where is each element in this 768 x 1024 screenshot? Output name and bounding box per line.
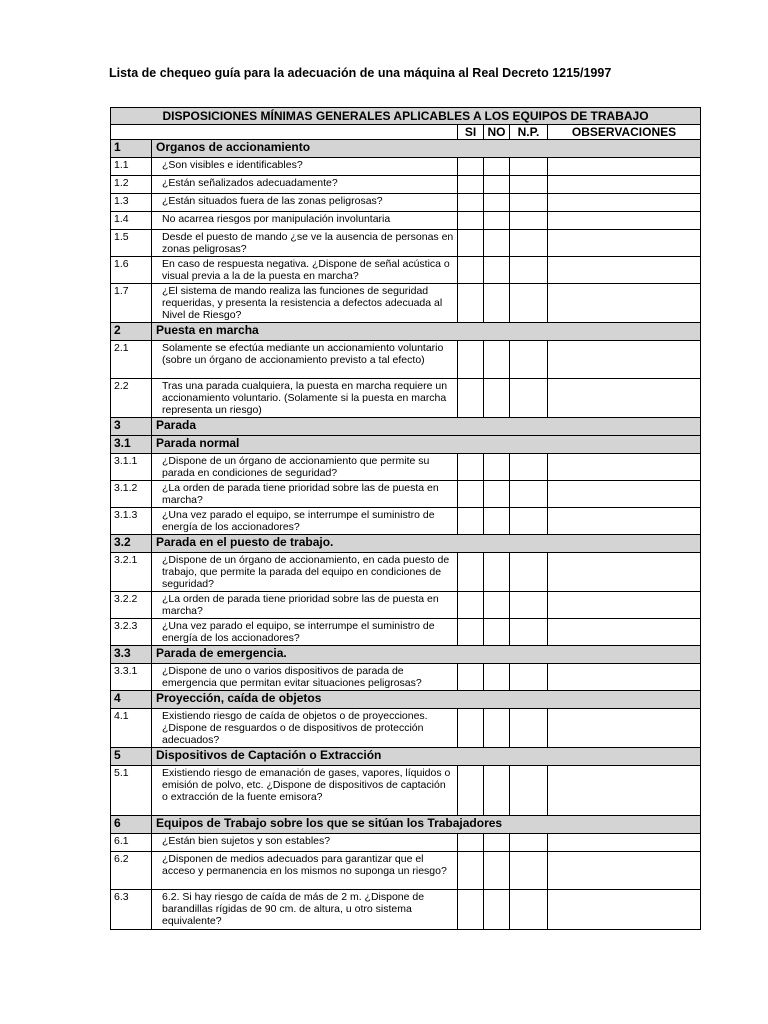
no-cell[interactable] (484, 176, 510, 194)
si-cell[interactable] (458, 341, 484, 379)
section-row (111, 748, 701, 766)
np-cell[interactable] (510, 890, 548, 930)
section-number: 5 (111, 748, 152, 766)
si-cell[interactable] (458, 592, 484, 619)
observaciones-cell[interactable] (548, 284, 701, 323)
si-cell[interactable] (458, 834, 484, 852)
checklist-item-row (111, 158, 701, 176)
checklist-item-row (111, 454, 701, 481)
si-cell[interactable] (458, 212, 484, 230)
section-row (111, 436, 701, 454)
si-cell[interactable] (458, 230, 484, 257)
item-question: No acarrea riesgos por manipulación involuntaria (152, 212, 458, 230)
no-cell[interactable] (484, 341, 510, 379)
section-row (111, 691, 701, 709)
checklist-item-row (111, 709, 701, 748)
item-question: Desde el puesto de mando ¿se ve la ausencia de personas en zonas peligrosas? (152, 230, 458, 257)
observaciones-cell[interactable] (548, 890, 701, 930)
observaciones-cell[interactable] (548, 212, 701, 230)
checklist-item-row (111, 284, 701, 323)
observaciones-cell[interactable] (548, 194, 701, 212)
document-title: Lista de chequeo guía para la adecuación de una máquina al Real Decreto 1215/1997 (109, 66, 612, 80)
item-number: 3.1.2 (111, 481, 152, 508)
column-header-np: N.P. (510, 125, 548, 140)
section-title: Puesta en marcha (152, 323, 701, 341)
no-cell[interactable] (484, 230, 510, 257)
checklist-item-row (111, 379, 701, 418)
item-question: Existiendo riesgo de emanación de gases, vapores, líquidos o emisión de polvo, etc. ¿Dispone de dispositivos de captación o extracción de la fuente emisora? (152, 766, 458, 816)
item-number: 5.1 (111, 766, 152, 816)
no-cell[interactable] (484, 284, 510, 323)
item-number: 3.2.3 (111, 619, 152, 646)
item-question: Solamente se efectúa mediante un accionamiento voluntario (sobre un órgano de accionamiento previsto a tal efecto) (152, 341, 458, 379)
section-row (111, 418, 701, 436)
observaciones-cell[interactable] (548, 176, 701, 194)
item-question: 6.2. Si hay riesgo de caída de más de 2 m. ¿Dispone de barandillas rígidas de 90 cm. de altura, u otro sistema equivalente? (152, 890, 458, 930)
item-question: ¿Están bien sujetos y son estables? (152, 834, 458, 852)
observaciones-cell[interactable] (548, 230, 701, 257)
no-cell[interactable] (484, 852, 510, 890)
observaciones-cell[interactable] (548, 341, 701, 379)
item-question: ¿Una vez parado el equipo, se interrumpe el suministro de energía de los accionadores? (152, 619, 458, 646)
si-cell[interactable] (458, 194, 484, 212)
checklist-item-row (111, 852, 701, 890)
no-cell[interactable] (484, 619, 510, 646)
no-cell[interactable] (484, 481, 510, 508)
item-question: ¿Dispone de uno o varios dispositivos de parada de emergencia que permitan evitar situaciones peligrosas? (152, 664, 458, 691)
section-row (111, 646, 701, 664)
observaciones-cell[interactable] (548, 379, 701, 418)
section-number: 3.3 (111, 646, 152, 664)
no-cell[interactable] (484, 553, 510, 592)
np-cell[interactable] (510, 284, 548, 323)
np-cell[interactable] (510, 194, 548, 212)
observaciones-cell[interactable] (548, 553, 701, 592)
np-cell[interactable] (510, 481, 548, 508)
no-cell[interactable] (484, 508, 510, 535)
si-cell[interactable] (458, 553, 484, 592)
si-cell[interactable] (458, 508, 484, 535)
section-number: 4 (111, 691, 152, 709)
observaciones-cell[interactable] (548, 158, 701, 176)
item-number: 2.1 (111, 341, 152, 379)
observaciones-cell[interactable] (548, 619, 701, 646)
np-cell[interactable] (510, 553, 548, 592)
si-cell[interactable] (458, 257, 484, 284)
item-number: 6.3 (111, 890, 152, 930)
np-cell[interactable] (510, 341, 548, 379)
si-cell[interactable] (458, 766, 484, 816)
si-cell[interactable] (458, 709, 484, 748)
item-question: Tras una parada cualquiera, la puesta en marcha requiere un accionamiento voluntario. (Solamente si la puesta en marcha representa un riesgo) (152, 379, 458, 418)
item-question: ¿Una vez parado el equipo, se interrumpe el suministro de energía de los accionadores? (152, 508, 458, 535)
section-number: 3.2 (111, 535, 152, 553)
np-cell[interactable] (510, 508, 548, 535)
item-number: 1.1 (111, 158, 152, 176)
section-title: Parada (152, 418, 701, 436)
item-question: Existiendo riesgo de caída de objetos o de proyecciones. ¿Dispone de resguardos o de dispositivos de protección adecuados? (152, 709, 458, 748)
item-question: ¿Son visibles e identificables? (152, 158, 458, 176)
section-number: 6 (111, 816, 152, 834)
item-number: 3.3.1 (111, 664, 152, 691)
item-number: 4.1 (111, 709, 152, 748)
checklist-item-row (111, 176, 701, 194)
section-row (111, 140, 701, 158)
observaciones-cell[interactable] (548, 852, 701, 890)
item-question: ¿La orden de parada tiene prioridad sobre las de puesta en marcha? (152, 481, 458, 508)
item-number: 1.4 (111, 212, 152, 230)
no-cell[interactable] (484, 194, 510, 212)
item-question: ¿Están señalizados adecuadamente? (152, 176, 458, 194)
checklist-item-row (111, 592, 701, 619)
si-cell[interactable] (458, 176, 484, 194)
section-row (111, 535, 701, 553)
item-number: 1.6 (111, 257, 152, 284)
observaciones-cell[interactable] (548, 834, 701, 852)
item-number: 6.2 (111, 852, 152, 890)
section-title: Parada en el puesto de trabajo. (152, 535, 701, 553)
item-number: 6.1 (111, 834, 152, 852)
si-cell[interactable] (458, 379, 484, 418)
si-cell[interactable] (458, 158, 484, 176)
np-cell[interactable] (510, 664, 548, 691)
section-title: Parada normal (152, 436, 701, 454)
observaciones-cell[interactable] (548, 481, 701, 508)
si-cell[interactable] (458, 852, 484, 890)
checklist-item-row (111, 766, 701, 816)
checklist-item-row (111, 230, 701, 257)
item-question: ¿El sistema de mando realiza las funciones de seguridad requeridas, y presenta la resistencia a defectos adecuada al Nivel de Riesgo? (152, 284, 458, 323)
item-question: ¿Están situados fuera de las zonas peligrosas? (152, 194, 458, 212)
si-cell[interactable] (458, 454, 484, 481)
np-cell[interactable] (510, 619, 548, 646)
item-number: 3.1.3 (111, 508, 152, 535)
column-header-observaciones: OBSERVACIONES (548, 125, 701, 140)
no-cell[interactable] (484, 158, 510, 176)
item-question: En caso de respuesta negativa. ¿Dispone de señal acústica o visual previa a la de la puesta en marcha? (152, 257, 458, 284)
checklist-item-row (111, 212, 701, 230)
item-question: ¿Dispone de un órgano de accionamiento, en cada puesto de trabajo, que permite la parada del equipo en condiciones de seguridad? (152, 553, 458, 592)
observaciones-cell[interactable] (548, 766, 701, 816)
np-cell[interactable] (510, 766, 548, 816)
no-cell[interactable] (484, 766, 510, 816)
checklist-body (111, 108, 701, 930)
item-number: 1.5 (111, 230, 152, 257)
item-number: 1.2 (111, 176, 152, 194)
section-title: Dispositivos de Captación o Extracción (152, 748, 701, 766)
section-number: 2 (111, 323, 152, 341)
np-cell[interactable] (510, 212, 548, 230)
no-cell[interactable] (484, 664, 510, 691)
section-number: 1 (111, 140, 152, 158)
section-number: 3.1 (111, 436, 152, 454)
checklist-item-row (111, 890, 701, 930)
table-heading-row (111, 108, 701, 125)
no-cell[interactable] (484, 257, 510, 284)
item-question: ¿Disponen de medios adecuados para garantizar que el acceso y permanencia en los mismos no suponga un riesgo? (152, 852, 458, 890)
no-cell[interactable] (484, 890, 510, 930)
observaciones-cell[interactable] (548, 592, 701, 619)
no-cell[interactable] (484, 592, 510, 619)
si-cell[interactable] (458, 284, 484, 323)
observaciones-cell[interactable] (548, 508, 701, 535)
section-title: Equipos de Trabajo sobre los que se sitúan los Trabajadores (152, 816, 701, 834)
column-header-row (111, 125, 701, 140)
no-cell[interactable] (484, 379, 510, 418)
no-cell[interactable] (484, 834, 510, 852)
si-cell[interactable] (458, 481, 484, 508)
si-cell[interactable] (458, 619, 484, 646)
si-cell[interactable] (458, 890, 484, 930)
observaciones-cell[interactable] (548, 454, 701, 481)
section-title: Parada de emergencia. (152, 646, 701, 664)
item-question: ¿La orden de parada tiene prioridad sobre las de puesta en marcha? (152, 592, 458, 619)
item-number: 3.2.2 (111, 592, 152, 619)
checklist-item-row (111, 508, 701, 535)
no-cell[interactable] (484, 212, 510, 230)
section-row (111, 816, 701, 834)
section-row (111, 323, 701, 341)
item-number: 3.1.1 (111, 454, 152, 481)
observaciones-cell[interactable] (548, 257, 701, 284)
np-cell[interactable] (510, 230, 548, 257)
table-heading: DISPOSICIONES MÍNIMAS GENERALES APLICABLES A LOS EQUIPOS DE TRABAJO (111, 108, 701, 125)
observaciones-cell[interactable] (548, 664, 701, 691)
section-title: Organos de accionamiento (152, 140, 701, 158)
column-header-blank (111, 125, 458, 140)
np-cell[interactable] (510, 379, 548, 418)
np-cell[interactable] (510, 158, 548, 176)
np-cell[interactable] (510, 454, 548, 481)
np-cell[interactable] (510, 834, 548, 852)
checklist-table (110, 107, 701, 930)
section-title: Proyección, caída de objetos (152, 691, 701, 709)
checklist-item-row (111, 664, 701, 691)
np-cell[interactable] (510, 176, 548, 194)
item-number: 2.2 (111, 379, 152, 418)
column-header-no: NO (484, 125, 510, 140)
np-cell[interactable] (510, 709, 548, 748)
column-header-si: SI (458, 125, 484, 140)
checklist-item-row (111, 341, 701, 379)
checklist-item-row (111, 834, 701, 852)
checklist-item-row (111, 257, 701, 284)
si-cell[interactable] (458, 664, 484, 691)
item-number: 1.3 (111, 194, 152, 212)
np-cell[interactable] (510, 852, 548, 890)
checklist-item-row (111, 194, 701, 212)
observaciones-cell[interactable] (548, 709, 701, 748)
np-cell[interactable] (510, 592, 548, 619)
np-cell[interactable] (510, 257, 548, 284)
no-cell[interactable] (484, 709, 510, 748)
checklist-item-row (111, 553, 701, 592)
item-number: 3.2.1 (111, 553, 152, 592)
item-question: ¿Dispone de un órgano de accionamiento que permite su parada en condiciones de seguridad? (152, 454, 458, 481)
no-cell[interactable] (484, 454, 510, 481)
item-number: 1.7 (111, 284, 152, 323)
checklist-item-row (111, 481, 701, 508)
section-number: 3 (111, 418, 152, 436)
checklist-item-row (111, 619, 701, 646)
